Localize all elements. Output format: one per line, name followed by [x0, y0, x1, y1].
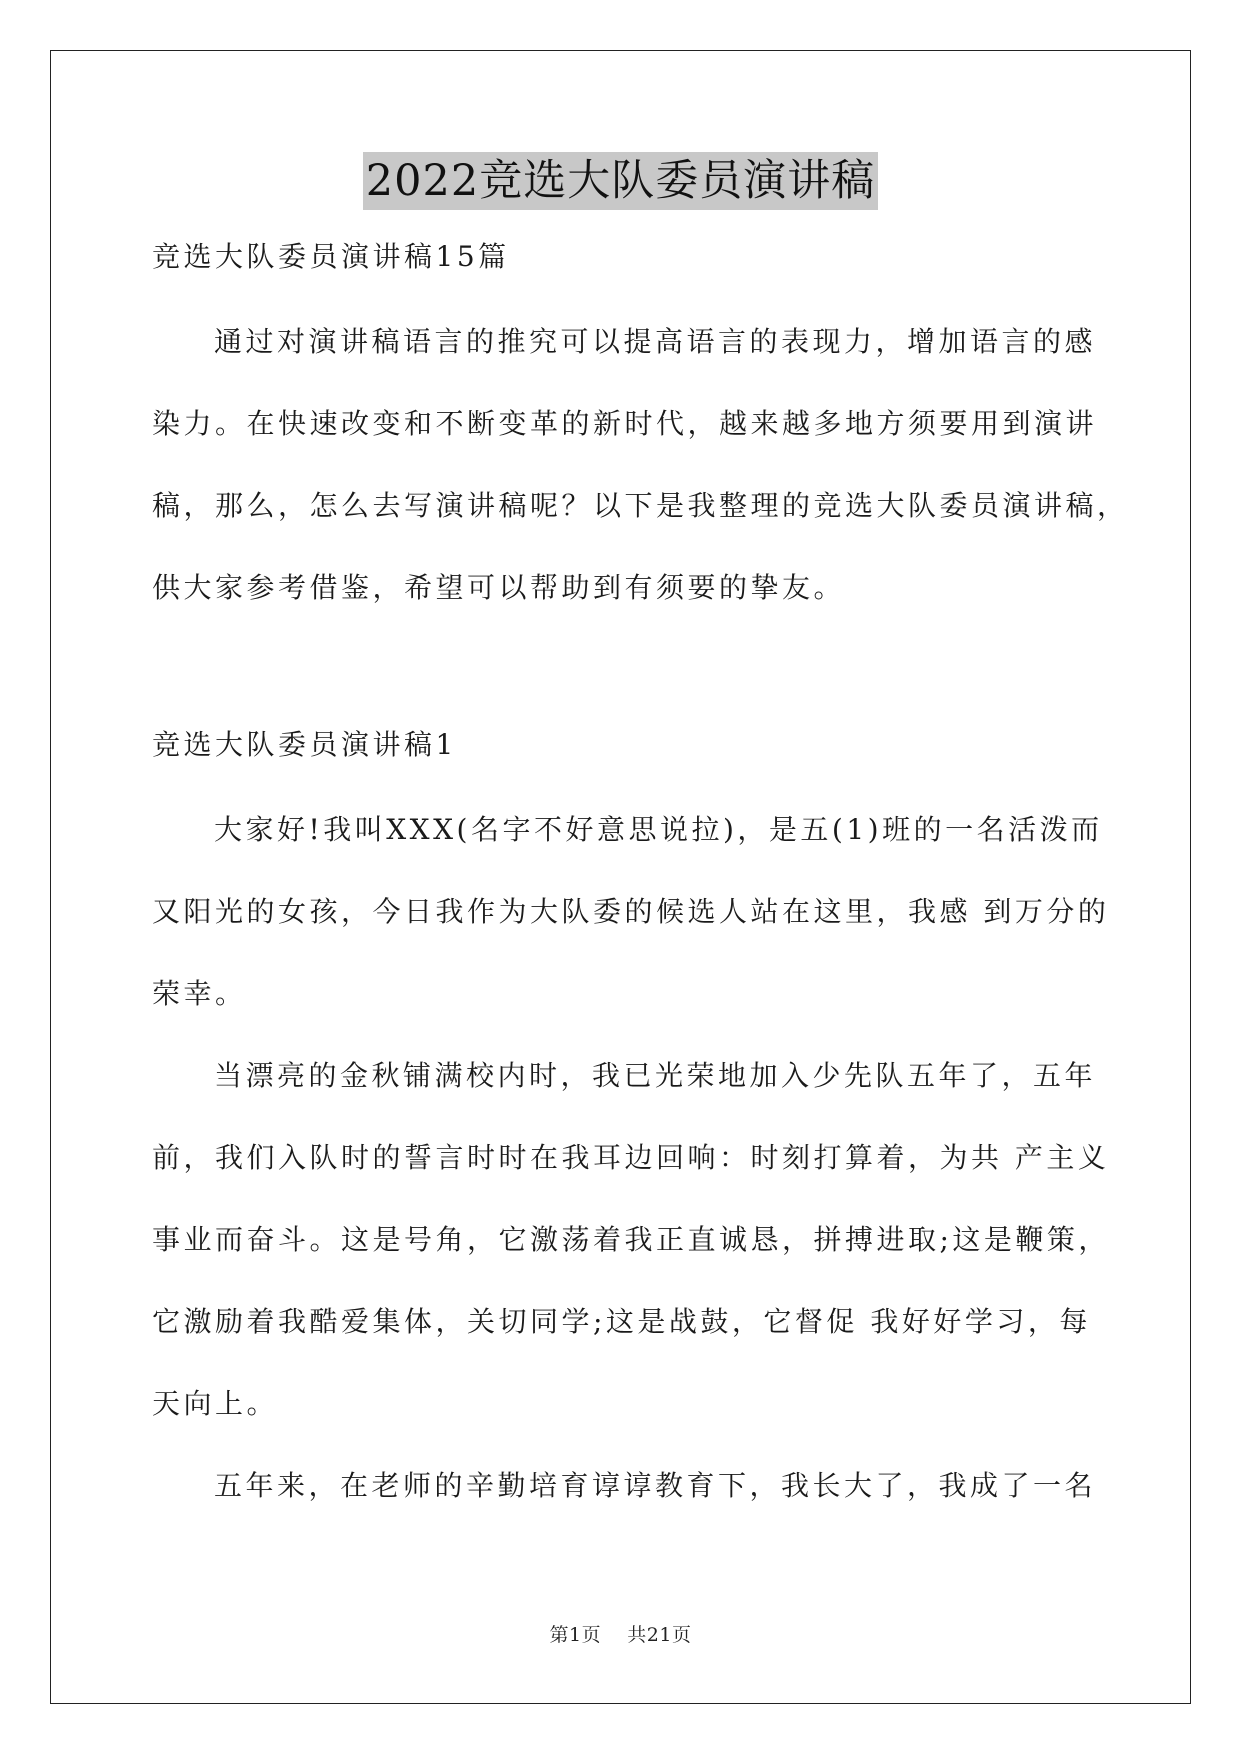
intro-line: 稿，那么，怎么去写演讲稿呢？以下是我整理的竞选大队委员演讲稿，: [152, 489, 1129, 522]
document-title: 2022竞选大队委员演讲稿: [363, 152, 878, 210]
paragraph-line: 荣幸。: [152, 977, 247, 1010]
document-subtitle: 竞选大队委员演讲稿15篇: [152, 240, 510, 273]
paragraph-line: 当漂亮的金秋铺满校内时，我已光荣地加入少先队五年了，五年: [214, 1059, 1097, 1092]
spacer: [152, 279, 1092, 301]
intro-line: 染力。在快速改变和不断变革的新时代，越来越多地方须要用到演讲: [152, 407, 1098, 440]
spacer: [152, 767, 1092, 789]
paragraph-line: 前，我们入队时的誓言时时在我耳边回响：时刻打算着，为共 产主义: [152, 1141, 1110, 1174]
paragraph-line: 大家好!我叫XXX(名字不好意思说拉)，是五(1)班的一名活泼而: [214, 813, 1103, 846]
page-number: 第1页 共21页: [549, 1624, 692, 1646]
paragraph-line: 五年来，在老师的辛勤培育谆谆教育下，我长大了，我成了一名: [214, 1469, 1097, 1502]
intro-line: 通过对演讲稿语言的推究可以提高语言的表现力，增加语言的感: [214, 325, 1097, 358]
intro-line: 供大家参考借鉴，希望可以帮助到有须要的挚友。: [152, 571, 846, 604]
paragraph-line: 它激励着我酷爱集体，关切同学;这是战鼓，它督促 我好好学习，每: [152, 1305, 1091, 1338]
page-footer: [0, 1620, 1241, 1647]
spacer: [152, 629, 1092, 723]
section-heading: 竞选大队委员演讲稿1: [152, 728, 457, 761]
paragraph-line: 又阳光的女孩，今日我作为大队委的候选人站在这里，我感 到万分的: [152, 895, 1110, 928]
paragraph-line: 事业而奋斗。这是号角，它激荡着我正直诚恳，拼搏进取;这是鞭策，: [152, 1223, 1110, 1256]
paragraph-line: 天向上。: [152, 1387, 279, 1420]
document-body: [152, 235, 1129, 1527]
title-container: [0, 152, 1241, 210]
